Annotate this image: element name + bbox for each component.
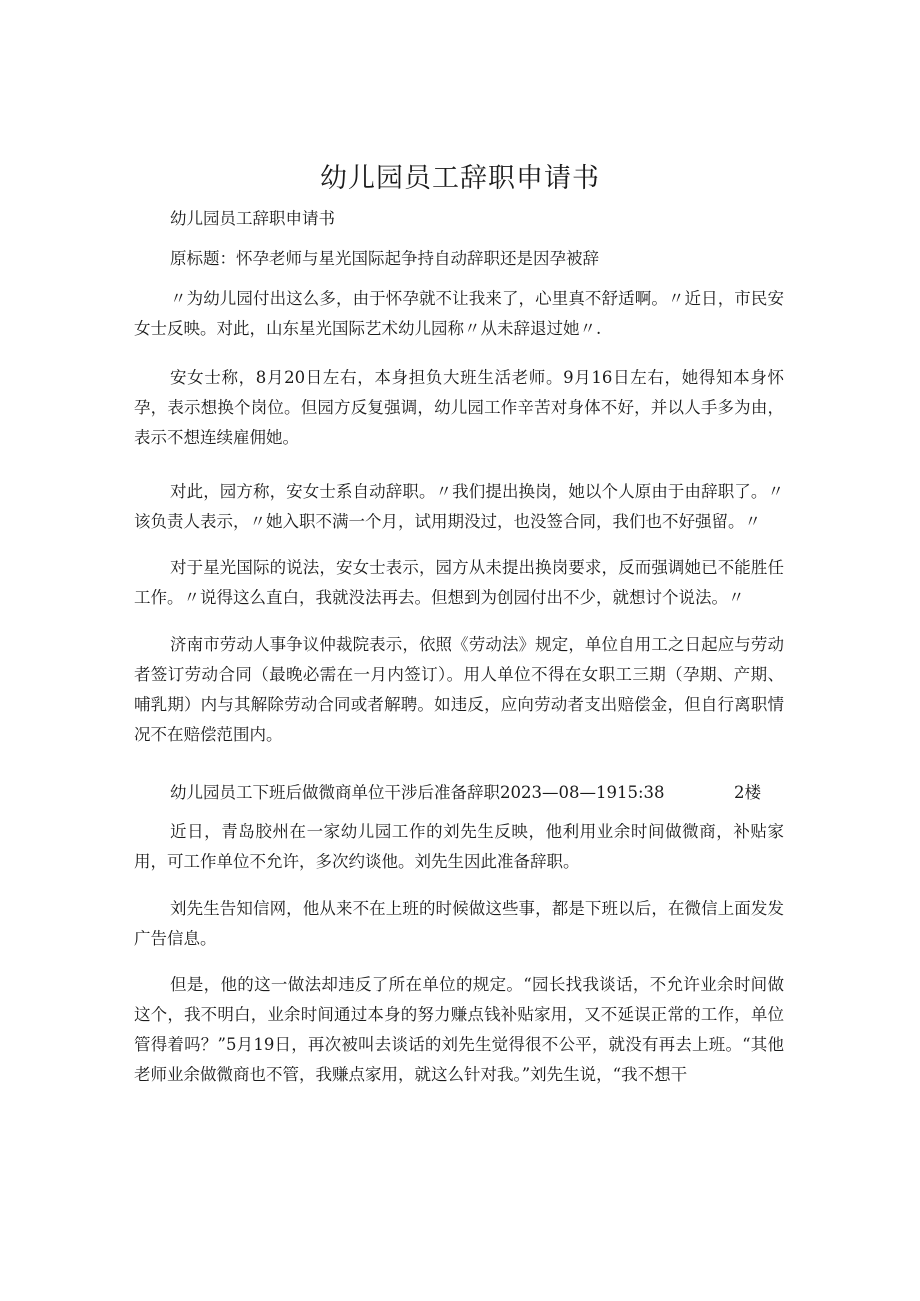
floor-label: 2楼 bbox=[734, 783, 761, 802]
body-paragraph: 刘先生告知信网，他从来不在上班的时候做这些事，都是下班以后，在微信上面发发广告信息。 bbox=[134, 899, 784, 948]
body-paragraph: 对于星光国际的说法，安女士表示，园方从未提出换岗要求，反而强调她已不能胜任工作。〃说得这么直白，我就没法再去。但想到为创园付出不少，就想讨个说法。〃 bbox=[134, 558, 784, 607]
body-paragraph: 对此，园方称，安女士系自动辞职。〃我们提出换岗，她以个人原由于由辞职了。〃该负责人表示，〃她入职不满一个月，试用期没过，也没签合同，我们也不好强留。〃 bbox=[134, 482, 784, 531]
body-paragraph: 安女士称，8月20日左右，本身担负大班生活老师。9月16日左右，她得知本身怀孕，表示想换个岗位。但园方反复强调，幼儿园工作辛苦对身体不好，并以人手多为由，表示不想连续雇佣她。 bbox=[134, 368, 784, 447]
body-paragraph: 但是，他的这一做法却违反了所在单位的规定。“园长找我谈话，不允许业余时间做这个，我不明白，业余时间通过本身的努力赚点钱补贴家用，又不延误正常的工作，单位管得着吗？”5月19日，再次被叫去谈话的刘先生觉得很不公平，就没有再去上班。“其他老师业余做微商也不管，我赚点家用，就这么针对我。”刘先生说，“我不想干 bbox=[134, 975, 784, 1084]
body-paragraph: 济南市劳动人事争议仲裁院表示，依照《劳动法》规定，单位自用工之日起应与劳动者签订劳动合同（最晚必需在一月内签订）。用人单位不得在女职工三期（孕期、产期、哺乳期）内与其解除劳动合同或者解聘。如违反，应向劳动者支出赔偿金，但自行离职情况不在赔偿范围内。 bbox=[134, 635, 784, 744]
post-meta-line: 幼儿园员工下班后做微商单位干涉后准备辞职2023—08—1915:38 bbox=[170, 783, 665, 802]
document-title: 幼儿园员工辞职申请书 bbox=[320, 163, 600, 194]
original-title-paragraph: 原标题：怀孕老师与星光国际起争持自动辞职还是因孕被辞 bbox=[170, 249, 599, 268]
body-paragraph: 〃为幼儿园付出这么多，由于怀孕就不让我来了，心里真不舒适啊。〃近日，市民安女士反映。对此，山东星光国际艺术幼儿园称〃从未辞退过她〃. bbox=[134, 289, 784, 338]
body-paragraph: 近日，青岛胶州在一家幼儿园工作的刘先生反映，他利用业余时间做微商，补贴家用，可工作单位不允许，多次约谈他。刘先生因此准备辞职。 bbox=[134, 822, 784, 871]
subtitle-paragraph: 幼儿园员工辞职申请书 bbox=[170, 209, 335, 228]
